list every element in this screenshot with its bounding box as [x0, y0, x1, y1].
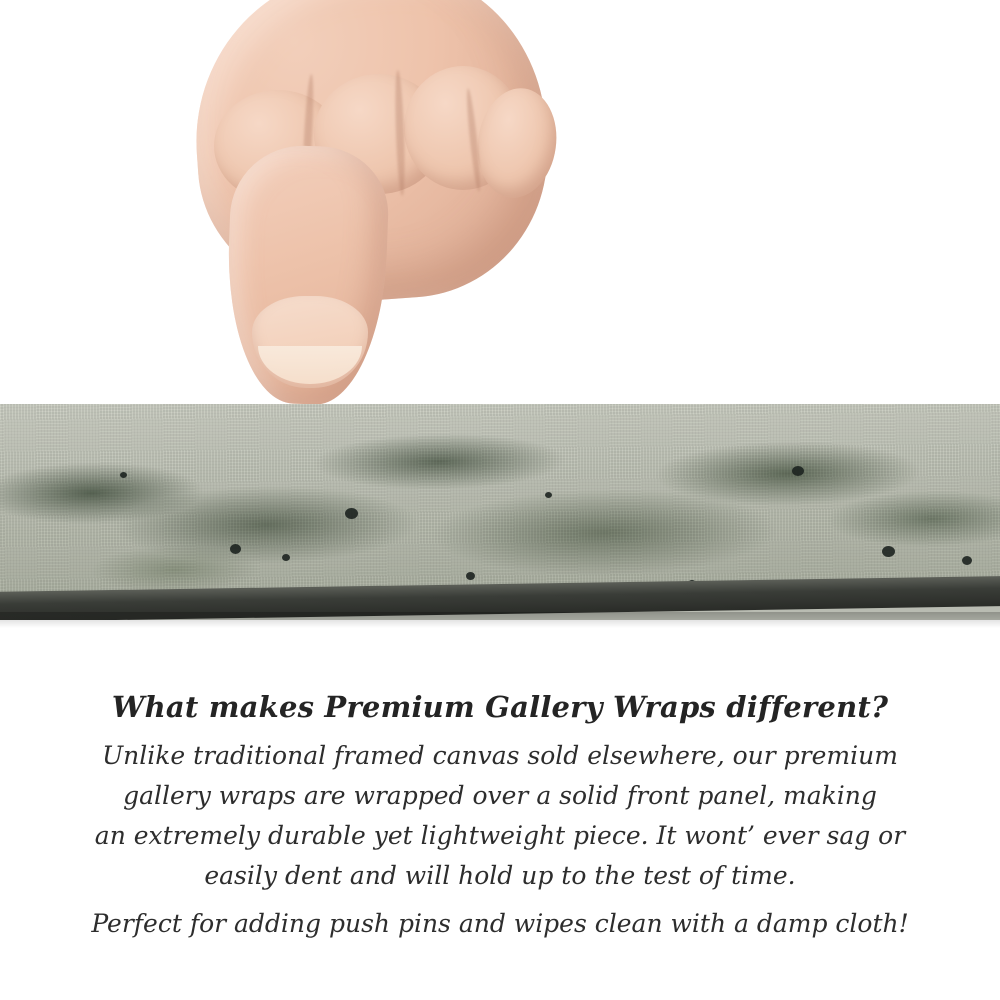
canvas-speck: [882, 546, 895, 557]
canvas-speck: [545, 492, 552, 498]
caption-block: [0, 690, 1000, 944]
canvas-speck: [792, 466, 804, 476]
canvas-speck: [120, 472, 127, 478]
canvas-speck: [962, 556, 972, 565]
canvas-speck: [282, 554, 290, 561]
hand-illustration: [118, 0, 548, 430]
caption-line-1: Unlike traditional framed canvas sold elsewhere, our premium: [102, 741, 898, 770]
canvas-drop-shadow: [0, 612, 1000, 628]
caption-closing-line: Perfect for adding push pins and wipes clean with a damp cloth!: [91, 909, 909, 938]
caption-line-3: an extremely durable yet lightweight piece. It wont’ ever sag or: [94, 821, 906, 850]
caption-title: What makes Premium Gallery Wraps different?: [111, 690, 889, 724]
caption-line-4: easily dent and will hold up to the test of time.: [204, 861, 796, 890]
canvas-speck: [345, 508, 358, 519]
caption-line-2: gallery wraps are wrapped over a solid front panel, making: [123, 781, 877, 810]
canvas-speck: [466, 572, 475, 580]
canvas-speck: [230, 544, 241, 554]
canvas-wrap-edge: [0, 404, 1000, 620]
